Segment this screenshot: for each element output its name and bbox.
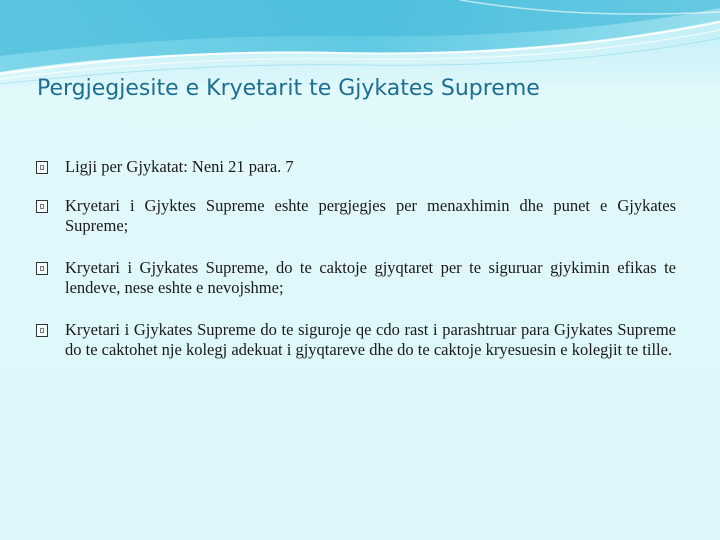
bullet-text: Ligji per Gjykatat: Neni 21 para. 7	[65, 157, 294, 176]
slide-title: Pergjegjesite e Kryetarit te Gjykates Supreme	[37, 76, 540, 101]
bullet-item	[36, 320, 676, 360]
bullet-item	[36, 196, 676, 236]
square-bullet-icon	[36, 200, 48, 213]
square-bullet-icon	[36, 161, 48, 174]
bullet-list	[36, 157, 676, 382]
bullet-text: Kryetari i Gjykates Supreme do te siguroje qe cdo rast i parashtruar para Gjykates Supreme do te caktohet nje kolegj adekuat i gjyqtareve dhe do te caktoje kryesuesin e kolegjit te tille.	[65, 320, 676, 359]
bullet-item	[36, 157, 676, 177]
bullet-text: Kryetari i Gjykates Supreme, do te caktoje gjyqtaret per te siguruar gjykimin efikas te lendeve, nese eshte e nevojshme;	[65, 258, 676, 297]
bullet-text: Kryetari i Gjyktes Supreme eshte pergjegjes per menaxhimin dhe punet e Gjykates Supreme;	[65, 196, 676, 235]
square-bullet-icon	[36, 324, 48, 337]
bullet-item	[36, 258, 676, 298]
square-bullet-icon	[36, 262, 48, 275]
